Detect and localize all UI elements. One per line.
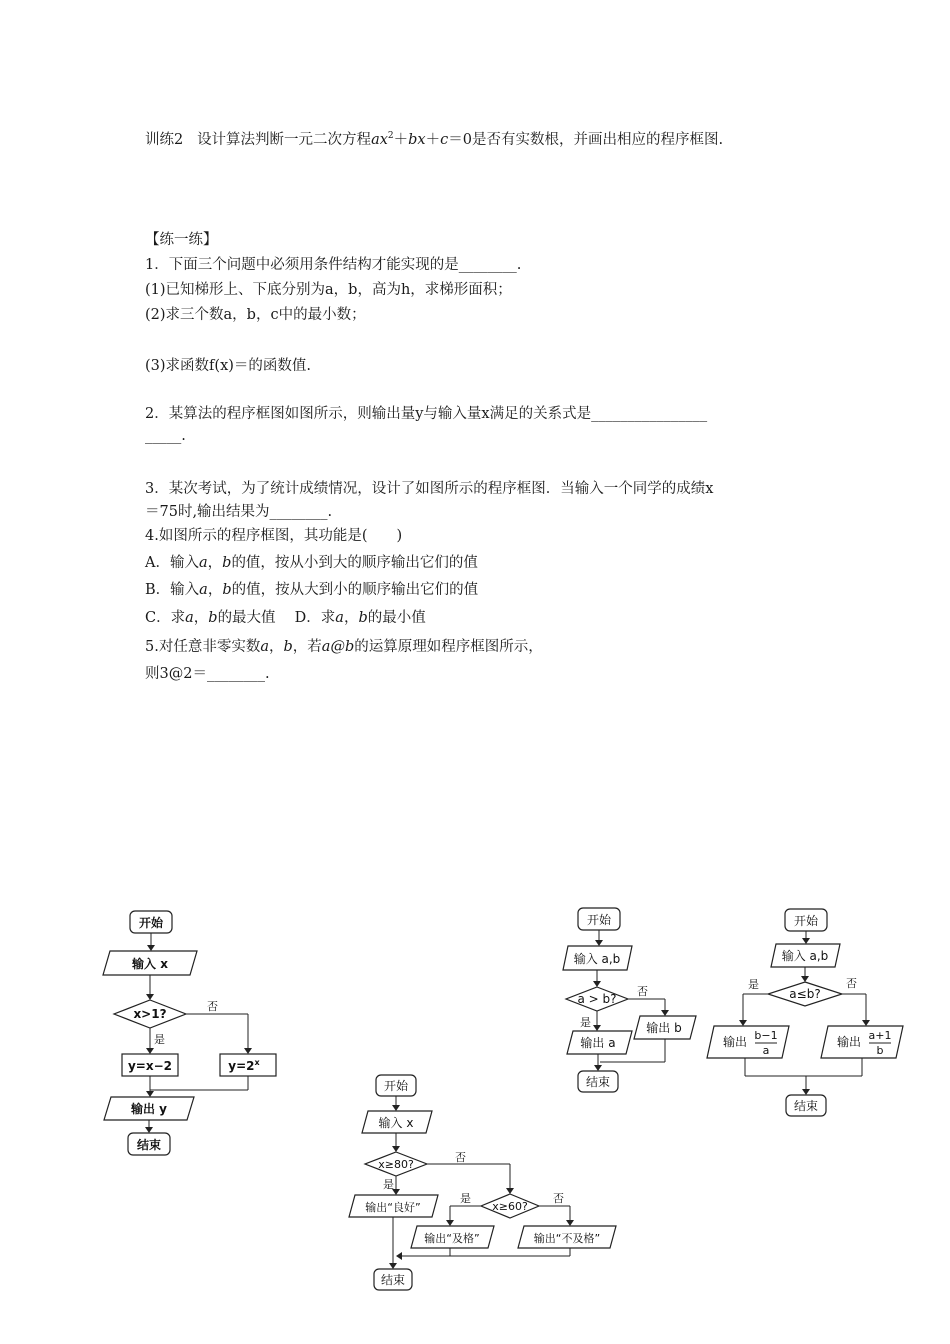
var-b: b: [283, 639, 293, 655]
output-good-label: 输出“良好”: [365, 1201, 421, 1214]
option-c-text-1: C．求: [145, 610, 186, 626]
training-2-text-b: 是否有实数根，并画出相应的程序框图.: [471, 132, 724, 148]
comma: ，: [207, 555, 223, 571]
yes-label-2: 是: [460, 1192, 471, 1205]
output-a-label: 输出 a: [580, 1036, 616, 1050]
end-label: 结束: [793, 1099, 819, 1113]
output-b-label: 输出 b: [646, 1021, 682, 1035]
output-right-prefix: 输出: [836, 1035, 862, 1049]
yes-label: 是: [748, 978, 759, 991]
no-process-label: $y=2^x$: [228, 1058, 260, 1073]
condition-80-label: x≥80?: [378, 1158, 414, 1171]
no-label: 否: [846, 977, 857, 990]
var-b: b: [222, 555, 232, 571]
training-2-text-a: 设计算法判断一元二次方程: [197, 132, 372, 148]
output-left-numerator: b−1: [754, 1029, 778, 1042]
question-4: 4.如图所示的程序框图，其功能是( ): [145, 528, 403, 544]
q5-text-2: ，若: [292, 639, 322, 655]
start-label: 开始: [138, 916, 164, 930]
question-1-item-2: (2)求三个数a，b，c中的最小数；: [145, 307, 366, 323]
comma: ，: [193, 610, 209, 626]
output-left-prefix: 输出: [722, 1035, 748, 1049]
var-a: a: [185, 610, 194, 626]
option-d-text: 的最小值: [367, 610, 426, 626]
var-b: b: [208, 610, 218, 626]
no-label-1: 否: [455, 1151, 466, 1164]
equation-plus-1: ＋: [393, 132, 409, 148]
question-2-line-1: 2．某算法的程序框图如图所示，则输出量y与输入量x满足的关系式是________________: [145, 406, 708, 422]
no-label: 否: [207, 1000, 218, 1013]
no-label: 否: [637, 985, 648, 998]
training-2-label: 训练2: [145, 132, 184, 148]
end-label: 结束: [136, 1138, 162, 1152]
var-a: a: [335, 610, 344, 626]
condition-60-label: x≥60?: [492, 1200, 528, 1213]
question-5-line-2: 则3@2＝________.: [145, 666, 270, 682]
input-label: 输入 a,b: [781, 949, 829, 963]
condition-label: x>1?: [133, 1007, 167, 1021]
option-a-text-1: A．输入: [145, 555, 199, 571]
input-label: 输入 x: [132, 957, 168, 971]
yes-label: 是: [580, 1016, 591, 1029]
question-3-line-2: ＝75时,输出结果为________.: [145, 504, 333, 520]
output-fail-label: 输出“不及格”: [533, 1232, 601, 1245]
equation-plus-2: ＋: [425, 132, 441, 148]
start-label: 开始: [793, 914, 819, 928]
yes-label: 是: [154, 1033, 165, 1046]
question-3-line-1: 3．某次考试，为了统计成绩情况，设计了如图所示的程序框图．当输入一个同学的成绩x: [145, 481, 714, 497]
option-b-text-2: 的值，按从大到小的顺序输出它们的值: [231, 582, 479, 598]
var-a-at-b: a@b: [321, 639, 355, 655]
question-2-line-2: _____.: [145, 428, 186, 444]
equation-bx: bx: [408, 132, 426, 148]
output-left-denominator: a: [762, 1044, 770, 1057]
var-b: b: [358, 610, 368, 626]
yes-label-1: 是: [383, 1178, 394, 1191]
start-label: 开始: [383, 1079, 409, 1093]
end-label: 结束: [380, 1273, 406, 1287]
output-label: 输出 y: [130, 1102, 168, 1116]
comma: ，: [343, 610, 359, 626]
option-c-d-text: 的最大值 D．求: [217, 610, 336, 626]
equation-eq: ＝0: [448, 132, 472, 148]
equation-a: ax: [371, 132, 388, 148]
question-1-item-3: (3)求函数f(x)＝的函数值.: [145, 358, 312, 374]
option-b-text-1: B．输入: [145, 582, 200, 598]
var-a: a: [260, 639, 269, 655]
q5-text-1: 5.对任意非零实数: [145, 639, 261, 655]
output-right-denominator: b: [876, 1044, 884, 1057]
practice-heading: 【练一练】: [145, 232, 218, 248]
condition-label: a > b?: [577, 992, 617, 1006]
question-1: 1．下面三个问题中必须用条件结构才能实现的是________.: [145, 257, 522, 273]
input-label: 输入 a,b: [573, 952, 621, 966]
var-a: a: [199, 582, 208, 598]
equation-c: c: [440, 132, 449, 148]
input-label: 输入 x: [378, 1116, 414, 1130]
q5-text-3: 的运算原理如程序框图所示，: [354, 639, 543, 655]
comma: ，: [269, 639, 284, 655]
equation-exp: 2: [387, 131, 394, 142]
comma: ，: [207, 582, 223, 598]
option-a-text-2: 的值，按从小到大的顺序输出它们的值: [231, 555, 478, 571]
yes-process-label: y=x−2: [127, 1059, 173, 1073]
start-label: 开始: [586, 913, 612, 927]
condition-label: a≤b?: [789, 987, 821, 1001]
no-label-2: 否: [553, 1192, 564, 1205]
output-pass-label: 输出“及格”: [424, 1232, 480, 1245]
end-label: 结束: [585, 1075, 611, 1089]
output-right-numerator: a+1: [868, 1029, 892, 1042]
var-a: a: [198, 555, 208, 571]
var-b: b: [222, 582, 232, 598]
question-1-item-1: (1)已知梯形上、下底分别为a，b，高为h，求梯形面积；: [145, 282, 512, 298]
